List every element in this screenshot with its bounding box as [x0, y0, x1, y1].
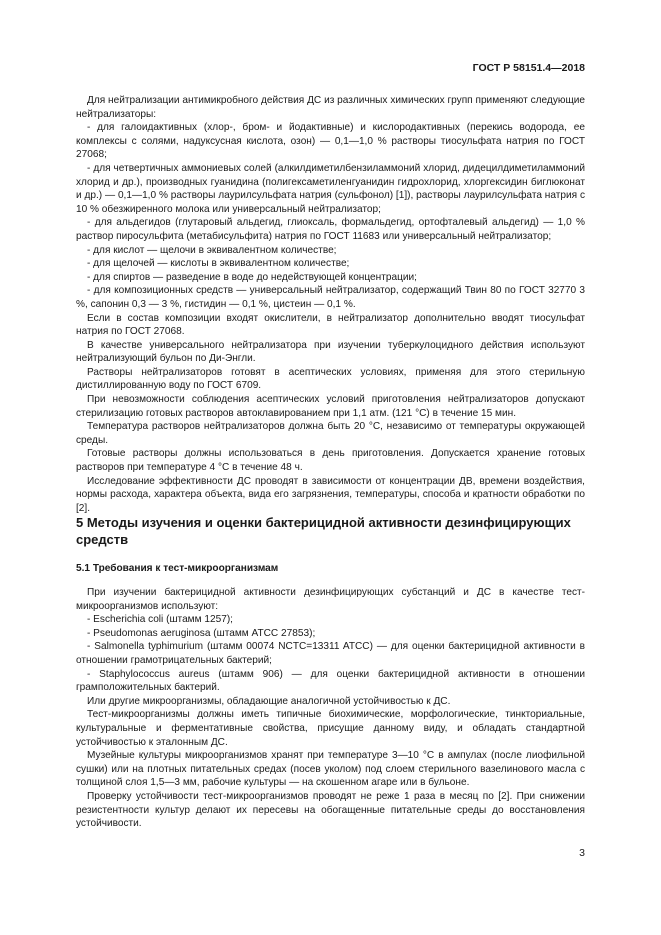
list-item: - для спиртов — разведение в воде до недействующей концентрации;: [87, 271, 417, 283]
list-item: - для кислот — щелочи в эквивалентном количестве;: [87, 244, 337, 256]
paragraph: Тест-микроорганизмы должны иметь типичные биохимические, морфологические, тинкториальные, культуральные и ферментативные свойства, присущие данному виду, и обладать стандартной устойчивостью к эталонным ДС.: [76, 709, 585, 748]
paragraph: Если в состав композиции входят окислители, в нейтрализатор дополнительно вводят тиосульфат натрия по ГОСТ 27068.: [76, 312, 585, 338]
paragraph: Музейные культуры микроорганизмов хранят при температуре 3—10 °С в ампулах (после лиофильной сушки) или на плотных питательных средах (посев уколом) под слоем стерильного вазелинового масла с толщиной слоя 1,5—3 мм, рабочие культуры — на скошенном агаре или в бульоне.: [76, 750, 585, 789]
paragraph: Исследование эффективности ДС проводят в зависимости от концентрации ДВ, времени воздействия, нормы расхода, характера объекта, вида его загрязнения, температуры, способа и кратности обработки по [2].: [76, 475, 585, 514]
document-body: [76, 94, 585, 831]
subsection-heading: 5.1 Требования к тест-микроорганизмам: [76, 563, 279, 575]
list-item: - для галоидактивных (хлор-, бром- и йодактивные) и кислородактивных (перекись водорода, ее комплексы с солями, надуксусная кислота, озон) — 0,1—1,0 % растворы тиосульфата натрия по ГОСТ 27068;: [76, 122, 585, 161]
paragraph: Растворы нейтрализаторов готовят в асептических условиях, применяя для этого стерильную дистиллированную воду по ГОСТ 6709.: [76, 366, 585, 392]
list-item: - Pseudomonas aeruginosa (штамм АТСС 27853);: [87, 627, 316, 639]
paragraph: При невозможности соблюдения асептических условий приготовления нейтрализаторов допускают стерилизацию готовых растворов автоклавированием при 1,1 атм. (121 °С) в течение 15 мин.: [76, 394, 585, 419]
list-item: - для четвертичных аммониевых солей (алкилдиметилбензиламмоний хлорид, дидецилдиметиламмоний хлорид и др.), производных гуанидина (полигексаметиленгуанидин гидрохлорид, хлоргексидин биглюконат и др.) — 0,1—1,0 % растворы лаурилсульфата натрия (сульфонол) [1]), растворы лаурилсульфата натрия с 10 % обезжиренного молока или универсальный нейтрализатор;: [76, 162, 585, 215]
section-heading: 5 Методы изучения и оценки бактерицидной активности дезинфицирующих средств: [76, 515, 571, 547]
paragraph: Проверку устойчивости тест-микроорганизмов проводят не реже 1 раза в месяц по [2]. При снижении резистентности культур делают их пересевы на обогащенные питательные среды до восстановления устойчивости.: [76, 790, 585, 830]
list-item: - Salmonella typhimurium (штамм 00074 NCTC=13311 ATCC) — для оценки бактерицидной активности в отношении грамотрицательных бактерий;: [76, 641, 585, 666]
list-item: - для щелочей — кислоты в эквивалентном количестве;: [87, 258, 350, 270]
standard-header: ГОСТ Р 58151.4—2018: [472, 62, 585, 74]
paragraph: Готовые растворы должны использоваться в день приготовления. Допускается хранение готовых растворов при температуре 4 °С в течение 48 ч.: [76, 448, 585, 474]
paragraph: В качестве универсального нейтрализатора при изучении туберкулоцидного действия используют нейтрализующий бульон по Ди-Энгли.: [76, 339, 585, 365]
list-item: - Escherichia coli (штамм 1257);: [87, 614, 233, 626]
list-item: - для альдегидов (глутаровый альдегид, глиоксаль, формальдегид, ортофталевый альдегид) — 1,0 % раствор пиросульфита (метабисульфита) натрия по ГОСТ 11683 или универсальный нейтрализатор;: [76, 217, 585, 242]
paragraph: Или другие микроорганизмы, обладающие аналогичной устойчивостью к ДС.: [87, 695, 451, 707]
paragraph: Для нейтрализации антимикробного действия ДС из различных химических групп применяют следующие нейтрализаторы:: [76, 95, 585, 120]
list-item: - Staphylococcus aureus (штамм 906) — для оценки бактерицидной активности в отношении грамположительных бактерий.: [76, 668, 585, 694]
paragraph: Температура растворов нейтрализаторов должна быть 20 °С, независимо от температуры окружающей среды.: [76, 421, 585, 446]
list-item: - для композиционных средств — универсальный нейтрализатор, содержащий Твин 80 по ГОСТ 32770 3 %, сапонин 0,3 — 3 %, гистидин — 0,1 %, цистеин — 0,1 %.: [76, 285, 585, 310]
paragraph: При изучении бактерицидной активности дезинфицирующих субстанций и ДС в качестве тест-микроорганизмов используют:: [76, 587, 585, 612]
page-number: 3: [579, 847, 585, 859]
